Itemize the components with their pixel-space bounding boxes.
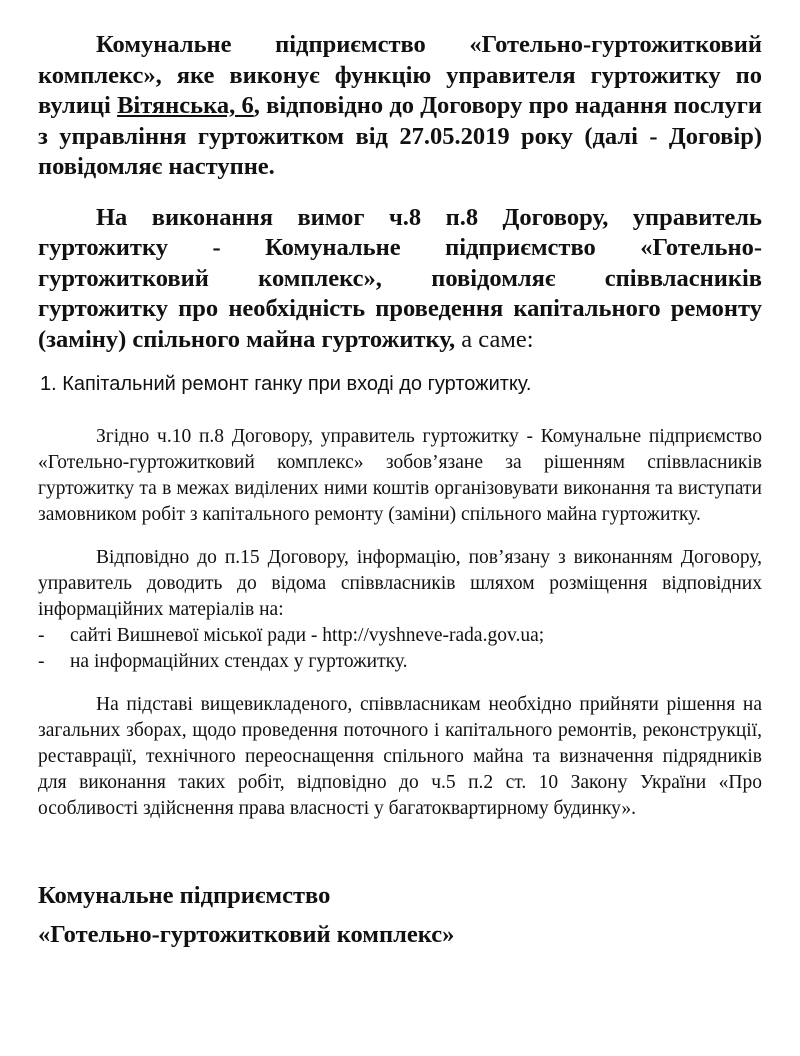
obligation-paragraph: Згідно ч.10 п.8 Договору, управитель гуртожитку - Комунальне підприємство «Готельно-гуртожитковий комплекс» зобов’язане за рішенням співвласників гуртожитку та в межах виділених ними коштів організовувати виконання та виступати замовником робіт з капітального ремонту (заміни) спільного майна гуртожитку. bbox=[38, 426, 762, 525]
signature-line-1: Комунальне підприємство bbox=[38, 882, 331, 909]
bullet-text: на інформаційних стендах у гуртожитку. bbox=[70, 651, 408, 672]
signature-line-2: «Готельно-гуртожитковий комплекс» bbox=[38, 921, 455, 948]
notice-paragraph bbox=[38, 203, 762, 356]
conclusion-paragraph: На підставі вищевикладеного, співвласникам необхідно прийняти рішення на загальних зборах, щодо проведення поточного і капітального ремонтів, реконструкції, реставрації, технічного переоснащення спільного майна та визначення підрядників для виконання таких робіт, відповідно до ч.5 п.2 ст. 10 Закону України «Про особливості здійснення права власності у багатоквартирному будинку». bbox=[38, 694, 762, 819]
repair-list-item: 1. Капітальний ремонт ганку при вході до гуртожитку. bbox=[40, 373, 532, 395]
bullet-item bbox=[38, 649, 762, 675]
intro-paragraph bbox=[38, 30, 762, 183]
intro-text-start: Комунальне підприємство «Готельно-гуртожитковий комплекс», яке виконує функцію управителя гуртожитку по вулиці bbox=[38, 31, 762, 119]
street-address: Вітянська, 6 bbox=[117, 92, 254, 119]
notice-tail-text: а саме: bbox=[455, 325, 534, 353]
bullet-dash: - bbox=[38, 651, 45, 672]
bullet-text: сайті Вишневої міської ради - http://vyshneve-rada.gov.ua; bbox=[70, 625, 545, 646]
intro-text-end: , відповідно до Договору про надання послуги з управління гуртожитком від 27.05.2019 року (далі - Договір) повідомляє наступне. bbox=[38, 92, 762, 180]
document-page bbox=[38, 30, 762, 954]
bullet-item bbox=[38, 623, 762, 649]
notice-bold-text: На виконання вимог ч.8 п.8 Договору, управитель гуртожитку - Комунальне підприємство «Готельно-гуртожитковий комплекс», повідомляє співвласників гуртожитку про необхідність проведення капітального ремонту (заміну) спільного майна гуртожитку, bbox=[38, 203, 762, 353]
bullet-dash: - bbox=[38, 625, 45, 646]
information-paragraph: Відповідно до п.15 Договору, інформацію, пов’язану з виконанням Договору, управитель доводить до відома співвласників шляхом розміщення відповідних інформаційних матеріалів на: bbox=[38, 547, 762, 620]
